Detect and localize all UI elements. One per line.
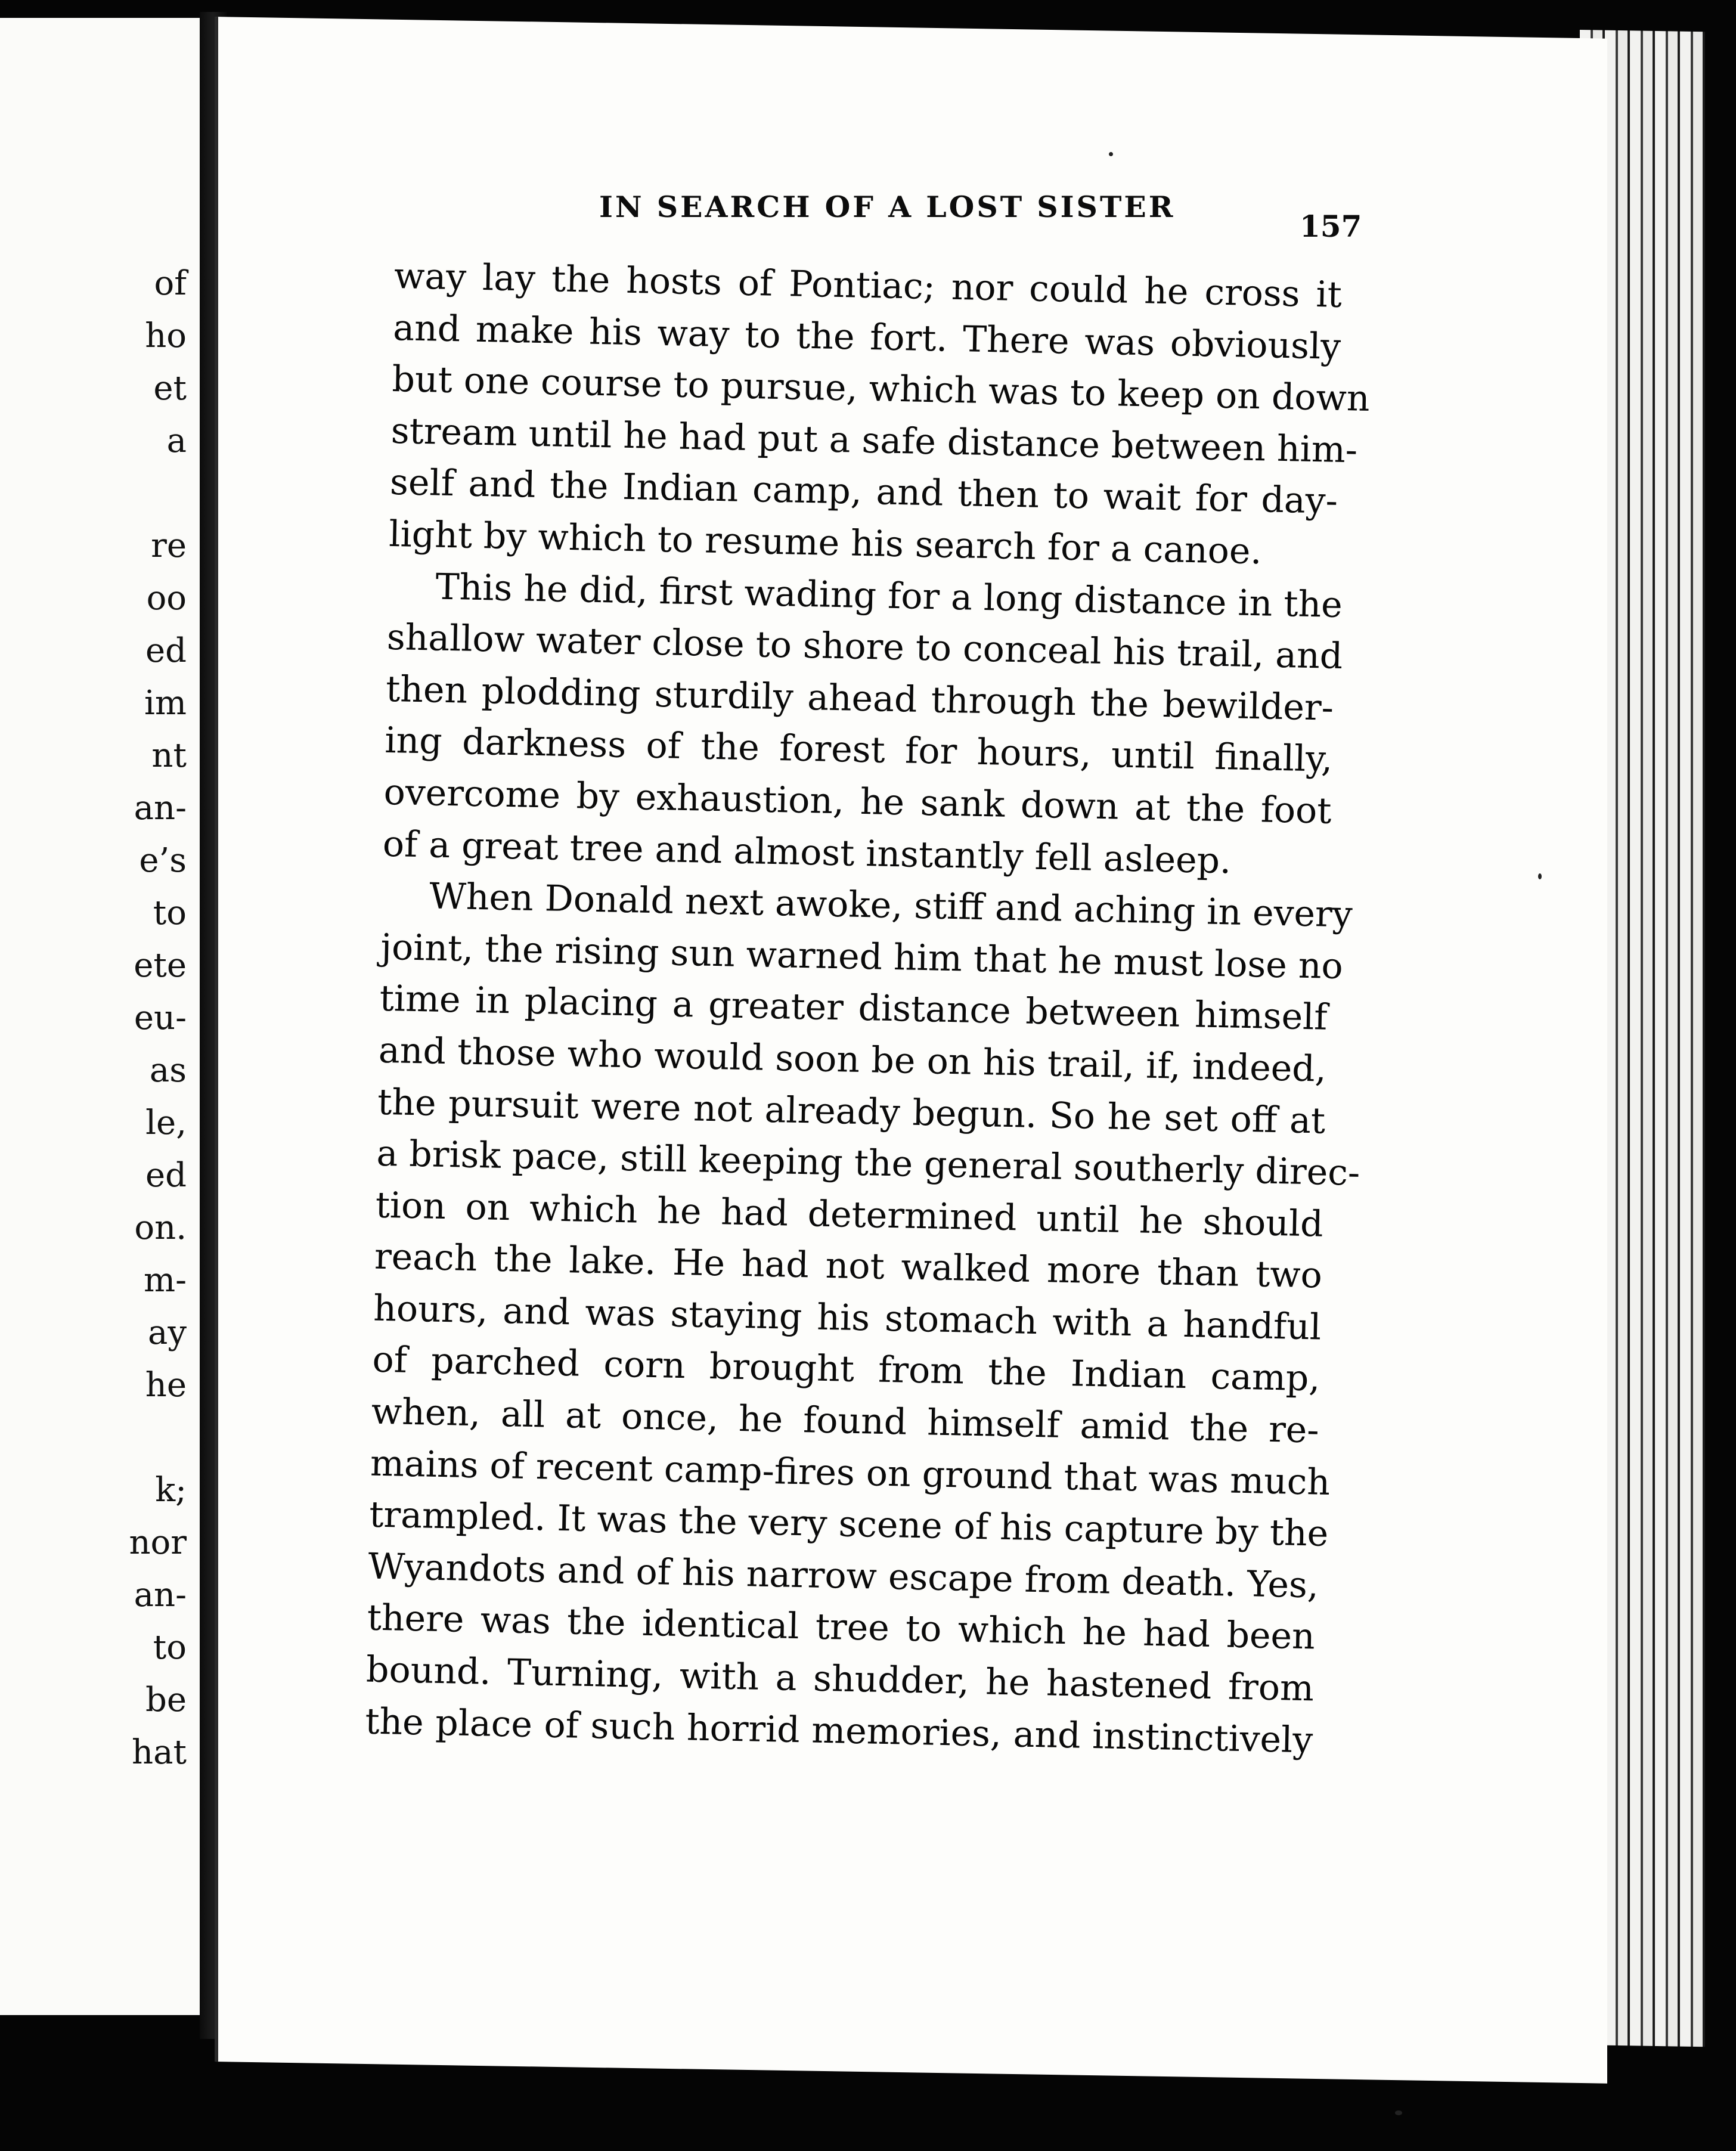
left-page-line: ay xyxy=(147,1313,187,1352)
left-page-line: k; xyxy=(155,1471,187,1510)
left-page-line: an- xyxy=(134,789,187,827)
left-page-line: m- xyxy=(143,1261,187,1300)
left-page-line: to xyxy=(153,894,187,932)
running-header: IN SEARCH OF A LOST SISTER xyxy=(599,190,1176,224)
left-page-line: im xyxy=(144,684,187,723)
left-page-line: ete xyxy=(134,946,187,985)
left-page-line: be xyxy=(145,1681,187,1719)
text-line: a brisk pace, still keeping the general southerly direc- xyxy=(376,1132,1360,1194)
text-line: mains of recent camp-fires on ground that was much xyxy=(370,1442,1331,1504)
left-page-line: as xyxy=(149,1051,187,1090)
text-line: when, all at once, he found himself amid the re- xyxy=(371,1390,1320,1452)
text-line: there was the identical tree to which he had been xyxy=(367,1597,1316,1658)
left-page-line: a xyxy=(166,421,187,460)
text-line: ing darkness of the forest for hours, until finally, xyxy=(384,720,1333,781)
left-page-line: re xyxy=(151,526,187,565)
text-line: When Donald next awoke, stiff and aching in every xyxy=(429,875,1353,936)
left-page-line: e’s xyxy=(139,841,187,880)
text-line: the place of such horrid memories, and instinctively xyxy=(364,1700,1313,1762)
left-page-line: he xyxy=(145,1366,187,1405)
text-line: and those who would soon be on his trail, if, indeed, xyxy=(378,1029,1327,1090)
text-line: overcome by exhaustion, he sank down at the foot xyxy=(383,771,1332,832)
left-page-line: ed xyxy=(145,631,187,670)
previous-page xyxy=(0,18,204,2015)
text-line: and make his way to the fort. There was obviously xyxy=(392,306,1341,368)
left-page-line: hat xyxy=(132,1733,187,1772)
body-text xyxy=(364,250,1371,1766)
text-line: Wyandots and of his narrow escape from death. Yes, xyxy=(367,1545,1319,1607)
text-line: stream until he had put a safe distance between him- xyxy=(390,410,1358,472)
text-line: time in placing a greater distance between himself xyxy=(379,978,1328,1039)
left-page-line: to xyxy=(153,1628,187,1667)
text-line: light by which to resume his search for a canoe. xyxy=(388,513,1263,573)
text-line: tion on which he had determined until he should xyxy=(375,1184,1324,1245)
left-page-line: eu- xyxy=(134,999,187,1037)
text-line: self and the Indian camp, and then to wait for day- xyxy=(389,461,1338,523)
text-line: of parched corn brought from the Indian camp, xyxy=(371,1339,1321,1400)
text-line: the pursuit were not already begun. So he set off at xyxy=(377,1081,1326,1142)
scan-speck xyxy=(1395,2110,1402,2115)
text-line: bound. Turning, with a shudder, he hastened from xyxy=(365,1648,1315,1710)
left-page-line: nt xyxy=(151,736,187,775)
text-line: hours, and was staying his stomach with a handful xyxy=(373,1287,1322,1349)
text-line: then plodding sturdily ahead through the bewilder- xyxy=(385,668,1334,729)
text-line: shallow water close to shore to conceal his trail, and xyxy=(386,616,1343,678)
left-page-line: nor xyxy=(129,1523,187,1562)
text-line: reach the lake. He had not walked more than two xyxy=(374,1235,1323,1297)
left-page-line: of xyxy=(154,264,187,303)
scan-speck xyxy=(1538,873,1542,879)
left-page-line: on. xyxy=(134,1208,187,1247)
left-page-line: et xyxy=(153,369,187,408)
text-line: This he did, first wading for a long distance in the xyxy=(435,566,1343,626)
text-line: of a great tree and almost instantly fell asleep. xyxy=(382,823,1232,882)
left-page-line: ho xyxy=(145,317,187,355)
left-page-line: oo xyxy=(146,579,187,618)
left-page-line: le, xyxy=(145,1104,187,1142)
text-line: trampled. It was the very scene of his capture by the xyxy=(368,1493,1329,1555)
scan-speck xyxy=(1109,152,1113,156)
text-line: joint, the rising sun warned him that he must lose no xyxy=(380,926,1344,987)
page-number: 157 xyxy=(1300,209,1362,244)
text-line: but one course to pursue, which was to keep on down xyxy=(391,358,1371,420)
left-page-line: an- xyxy=(134,1576,187,1614)
text-line: way lay the hosts of Pontiac; nor could he cross it xyxy=(393,255,1343,316)
left-page-line: ed xyxy=(145,1156,187,1195)
